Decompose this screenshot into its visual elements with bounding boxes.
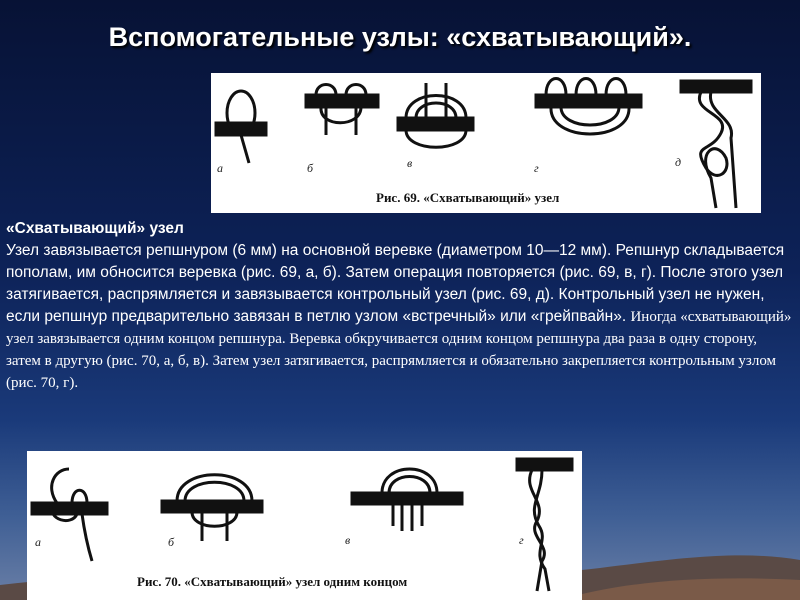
figure-69-label-d: д	[675, 155, 682, 169]
figure-69-caption: Рис. 69. «Схватывающий» узел	[376, 190, 560, 205]
rope-bar	[306, 95, 378, 107]
knot-strand	[534, 470, 549, 591]
figure-70-label-b: б	[168, 535, 175, 549]
knot-strand	[241, 135, 249, 163]
figure-69	[211, 73, 761, 213]
figure-70	[27, 451, 582, 600]
figure-69-label-g: г	[534, 161, 539, 175]
rope-bar	[352, 493, 462, 504]
knot-strand	[699, 92, 727, 208]
rope-bar	[32, 503, 107, 514]
figure-69-label-b: б	[307, 161, 314, 175]
rope-bar	[398, 118, 473, 130]
figure-70-label-a: а	[35, 535, 41, 549]
paragraph-serif: Иногда «схватывающий» узел завязывается одним концом репшнура. Веревка обкручивается одним концом репшнура два раза в одну сторону, затем в другую (рис. 70, а, б, в). Затем узел затягивается, распрямляется и обязательно закрепляется контрольным узлом (рис. 70, г).	[6, 309, 792, 391]
figure-70-label-v: в	[345, 533, 351, 547]
rope-bar	[216, 123, 266, 135]
rope-bar	[536, 95, 641, 107]
paragraph-sans: Узел завязывается репшнуром (6 мм) на основной веревке (диаметром 10—12 мм). Репшнур складывается пополам, им обносится веревка (рис. 69, а, б). Затем операция повторяется (рис. 69, в, г). После этого узел затягивается, распрямляется и завязывается контрольный узел (рис. 69, д). Контрольный узел не нужен, если репшнур предварительно завязан в петлю узлом «встречный» или «грейпвайн».	[6, 242, 785, 325]
rope-bar	[162, 501, 262, 512]
knot-strand	[406, 83, 466, 118]
body-text	[6, 218, 794, 394]
figure-70-label-g: г	[519, 533, 524, 547]
figure-70-caption: Рис. 70. «Схватывающий» узел одним концом	[137, 574, 408, 589]
knot-strand	[316, 85, 366, 136]
knot-strand	[546, 79, 626, 96]
rope-bar	[681, 81, 751, 92]
slide-title: Вспомогательные узлы: «схватывающий».	[108, 22, 692, 52]
rope-bar	[517, 459, 572, 470]
knot-strand	[406, 130, 466, 147]
figure-69-label-v: в	[407, 156, 413, 170]
figure-69-label-a: а	[217, 161, 223, 175]
knot-strand	[551, 107, 629, 134]
paragraph-main	[6, 240, 794, 394]
section-heading: «Схватывающий» узел	[6, 220, 184, 237]
